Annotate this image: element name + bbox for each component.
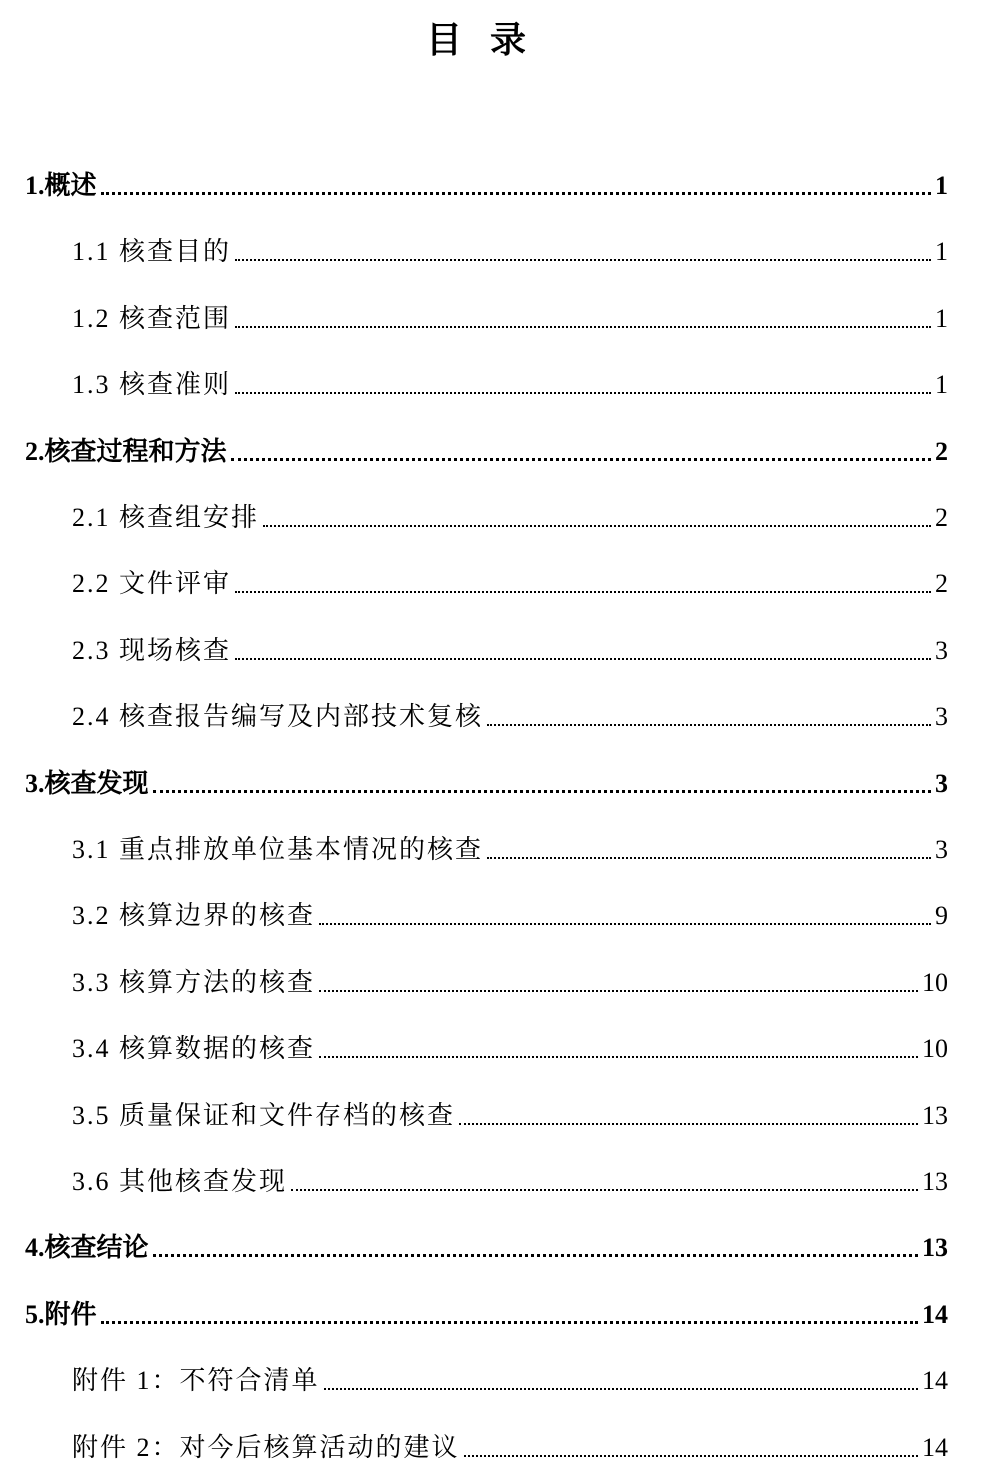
dot-leader [459,1123,918,1125]
dot-leader [153,790,931,793]
toc-section-entry[interactable] [25,163,948,203]
toc-entry-label: 3.1 重点排放单位基本情况的核查 [72,835,484,864]
dot-leader [324,1388,918,1390]
dot-leader [319,923,931,925]
toc-entry-page-number: 2 [935,569,948,599]
toc-subsection-entry[interactable] [72,1425,948,1465]
toc-subsection-entry[interactable] [72,960,948,1000]
dot-leader [464,1455,918,1457]
toc-subsection-entry[interactable] [72,561,948,601]
toc-section-entry[interactable] [25,429,948,469]
toc-subsection-entry[interactable] [72,1358,948,1398]
toc-entry-label: 3.4 核算数据的核查 [72,1034,316,1064]
toc-entry-label: 3.2 核算边界的核查 [72,901,316,931]
toc-entry-page-number: 2 [935,503,948,532]
toc-entry-label: 2.1 核查组安排 [72,503,260,532]
toc-subsection-entry[interactable] [72,1026,948,1066]
toc-entry-page-number: 10 [922,1034,948,1064]
toc-subsection-entry[interactable] [72,893,948,933]
toc-subsection-entry[interactable] [72,296,948,336]
toc-section-entry[interactable] [25,1225,948,1265]
toc-entry-page-number: 3 [935,768,948,798]
dot-leader [263,525,931,527]
dot-leader [235,591,931,593]
dot-leader [235,259,931,261]
dot-leader [231,458,931,461]
toc-entry-page-number: 14 [922,1299,948,1329]
toc-entry-page-number: 3 [935,635,948,665]
toc-entry-page-number: 1 [935,303,948,333]
toc-entry-label: 1.概述 [25,171,97,200]
toc-entry-page-number: 13 [922,1167,948,1196]
toc-entry-page-number: 13 [922,1100,948,1130]
dot-leader [235,658,931,660]
dot-leader [235,326,931,328]
toc-entry-page-number: 14 [922,1432,948,1462]
dot-leader [487,724,931,726]
toc-subsection-entry[interactable] [72,495,948,535]
toc-subsection-entry[interactable] [72,628,948,668]
dot-leader [153,1254,918,1257]
toc-entry-label: 3.6 其他核查发现 [72,1167,288,1196]
toc-entry-label: 2.4 核查报告编写及内部技术复核 [72,702,484,732]
toc-entry-label: 附件 1：不符合清单 [72,1366,320,1396]
toc-subsection-entry[interactable] [72,1159,948,1199]
toc-entry-page-number: 14 [922,1366,948,1396]
toc-entry-page-number: 3 [935,702,948,732]
toc-subsection-entry[interactable] [72,1093,948,1133]
toc-entry-page-number: 13 [922,1233,948,1263]
toc-entry-label: 3.核查发现 [25,768,149,798]
toc-subsection-entry[interactable] [72,229,948,269]
dot-leader [101,192,931,195]
toc-entry-page-number: 1 [935,237,948,267]
toc-entry-page-number: 1 [935,171,948,200]
toc-entry-label: 1.1 核查目的 [72,237,232,267]
toc-entry-label: 2.3 现场核查 [72,635,232,665]
dot-leader [487,857,931,859]
toc-entry-page-number: 10 [922,967,948,997]
dot-leader [291,1189,918,1191]
toc-subsection-entry[interactable] [72,694,948,734]
dot-leader [319,1056,918,1058]
toc-subsection-entry[interactable] [72,827,948,867]
toc-entry-label: 附件 2：对今后核算活动的建议 [72,1432,460,1462]
toc-entry-label: 2.2 文件评审 [72,569,232,599]
toc-section-entry[interactable] [25,1292,948,1332]
dot-leader [101,1321,918,1324]
toc-entry-label: 3.3 核算方法的核查 [72,967,316,997]
toc-entry-page-number: 2 [935,436,948,466]
toc-entry-label: 5.附件 [25,1299,97,1329]
toc-entry-label: 1.2 核查范围 [72,303,232,333]
toc-entry-label: 1.3 核查准则 [72,370,232,400]
toc-entry-page-number: 1 [935,370,948,400]
toc-entry-page-number: 3 [935,835,948,864]
dot-leader [235,392,931,394]
toc-entry-label: 2.核查过程和方法 [25,436,227,466]
dot-leader [319,990,918,992]
toc-subsection-entry[interactable] [72,362,948,402]
toc-entry-label: 4.核查结论 [25,1233,149,1263]
toc-section-entry[interactable] [25,761,948,801]
toc-title: 目录 [425,20,554,60]
toc-entry-page-number: 9 [935,901,948,931]
toc-entry-label: 3.5 质量保证和文件存档的核查 [72,1100,456,1130]
